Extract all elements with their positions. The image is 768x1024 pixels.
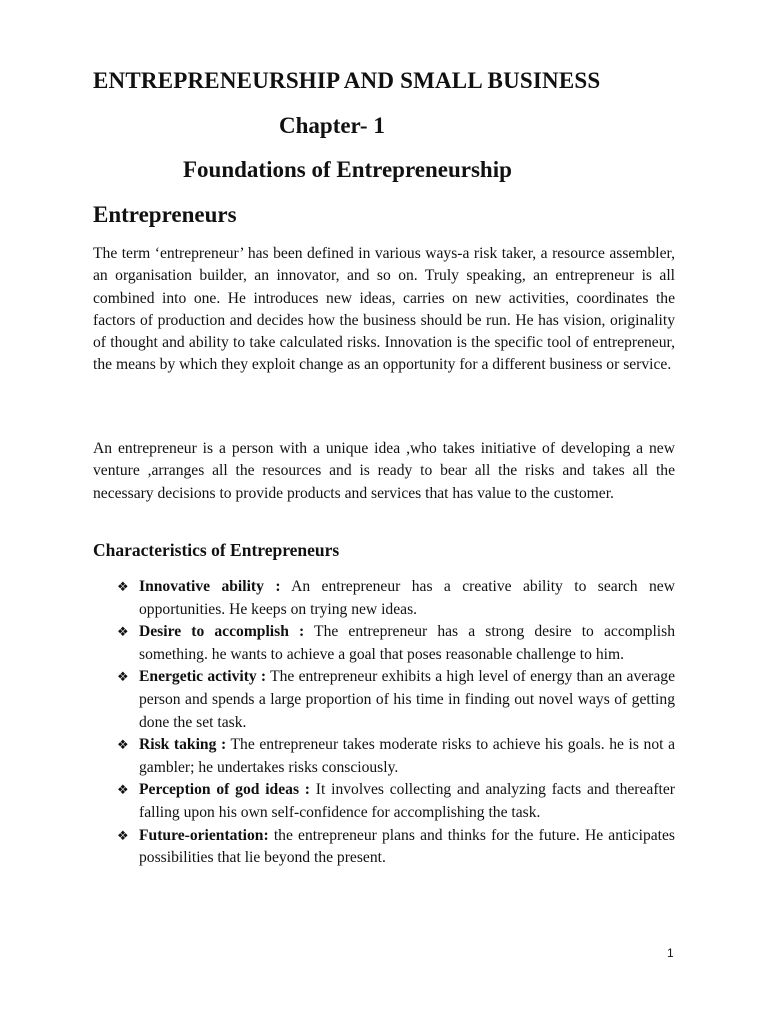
characteristics-heading: Characteristics of Entrepreneurs — [93, 540, 340, 560]
list-item — [115, 825, 675, 870]
characteristic-term: Innovative ability : — [139, 578, 281, 595]
list-item — [115, 779, 675, 824]
diamond-bullet-icon: ❖ — [117, 783, 129, 799]
list-item — [115, 576, 675, 621]
characteristic-term: Future-orientation: — [139, 826, 269, 844]
section-heading: Entrepreneurs — [93, 202, 237, 227]
paragraph-entrepreneur-person: An entrepreneur is a person with a unique idea ,who takes initiative of developing a new venture ,arranges all the resources and is ready to bear all the risks and takes all the necessary decisions to provide products and services that has value to the customer. — [93, 440, 675, 502]
characteristic-text: It involves collecting and analyzing facts and thereafter falling upon his own self-confidence for accomplishing the task. — [139, 781, 675, 821]
characteristic-term: Desire to accomplish : — [139, 623, 305, 641]
paragraph-definition: The term ‘entrepreneur’ has been defined in various ways-a risk taker, a resource assembler, an organisation builder, an innovator, and so on. Truly speaking, an entrepreneur is all combined into one. He introduces new ideas, carries on new activities, coordinates the factors of production and decides how the business should be run. He has vision, originality of thought and ability to take calculated risks. Innovation is the specific tool of entrepreneur, the means by which they exploit change as an opportunity for a different business or service. — [93, 245, 675, 374]
diamond-bullet-icon: ❖ — [117, 580, 129, 595]
characteristic-text: An entrepreneur has a creative ability to search new opportunities. He keeps on trying new ideas. — [139, 578, 675, 618]
diamond-bullet-icon: ❖ — [117, 670, 129, 686]
chapter-label: Chapter- 1 — [279, 113, 385, 138]
page-number: 1 — [667, 946, 674, 960]
list-item — [115, 666, 675, 734]
characteristic-text: The entrepreneur takes moderate risks to achieve his goals. he is not a gambler; he undertakes risks consciously. — [139, 736, 675, 776]
document-title: ENTREPRENEURSHIP AND SMALL BUSINESS — [93, 68, 601, 93]
characteristic-text: The entrepreneur has a strong desire to accomplish something. he wants to achieve a goal that poses reasonable challenge to him. — [139, 623, 675, 663]
characteristics-list — [115, 576, 675, 870]
list-item — [115, 734, 675, 779]
characteristic-term: Energetic activity : — [139, 668, 267, 686]
characteristic-term: Risk taking : — [139, 736, 227, 754]
chapter-title: Foundations of Entrepreneurship — [183, 157, 512, 182]
characteristic-term: Perception of god ideas : — [139, 781, 310, 799]
diamond-bullet-icon: ❖ — [117, 828, 129, 844]
characteristic-text: The entrepreneur exhibits a high level of energy than an average person and spends a large proportion of his time in finding out novel ways of getting done the set task. — [139, 668, 675, 731]
diamond-bullet-icon: ❖ — [117, 625, 129, 641]
characteristic-text: the entrepreneur plans and thinks for the future. He anticipates possibilities that lie beyond the present. — [139, 826, 675, 867]
diamond-bullet-icon: ❖ — [117, 738, 129, 754]
list-item — [115, 621, 675, 666]
